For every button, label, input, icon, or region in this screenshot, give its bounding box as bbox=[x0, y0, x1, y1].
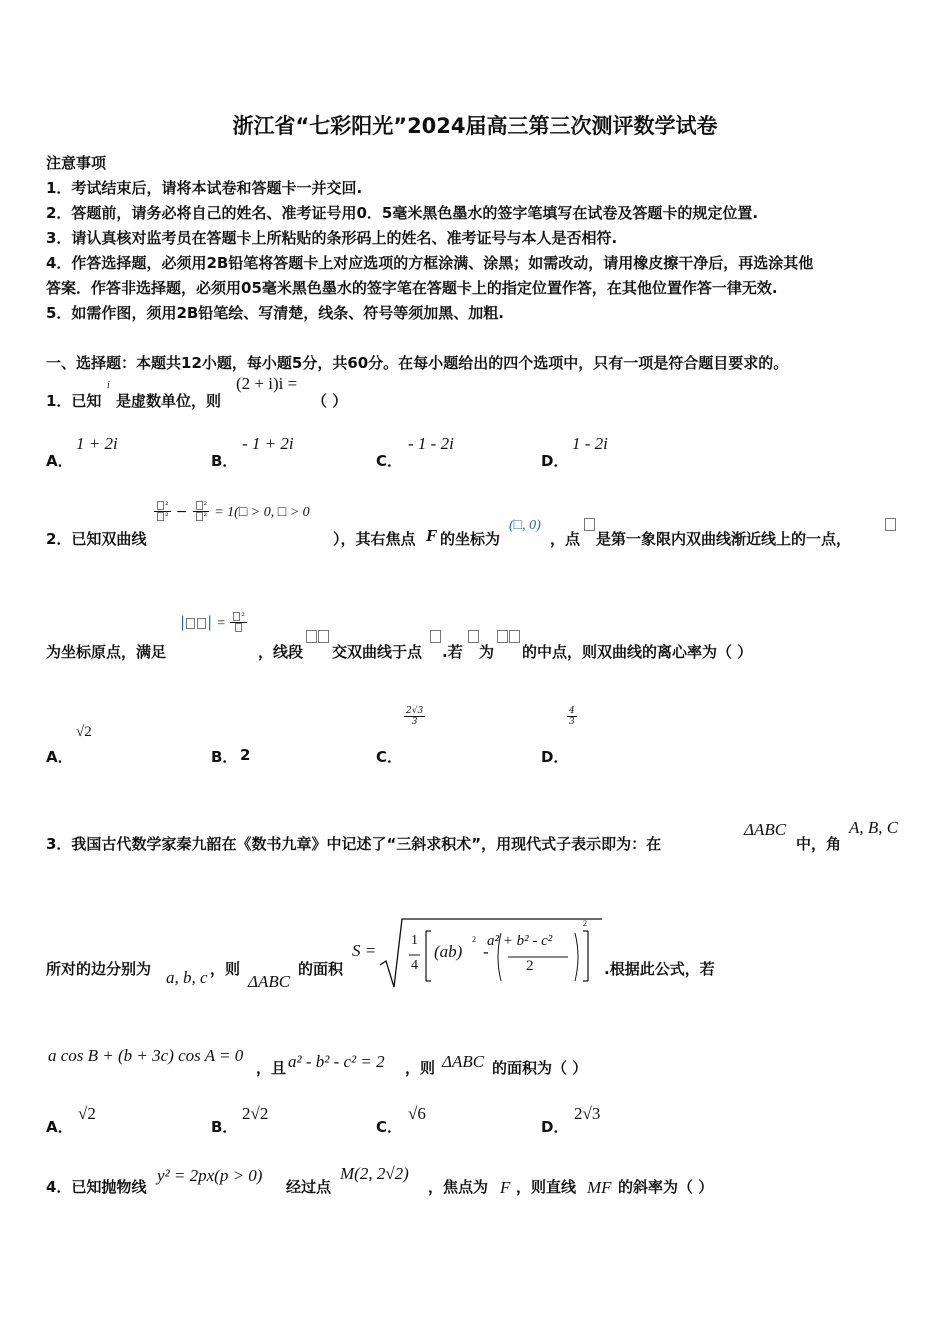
notes-item: 4．作答选择题，必须用2B铅笔将答题卡上对应选项的方框涂满、涂黑；如需改动，请用橡皮擦干净后，再选涂其他 bbox=[46, 254, 814, 272]
formula-denominator: 2 bbox=[526, 958, 534, 974]
formula-ab: (ab) bbox=[434, 942, 463, 961]
formula-numerator: a² + b² - c² bbox=[487, 933, 553, 949]
q1-paren: （ ） bbox=[312, 392, 348, 410]
formula-s: S = bbox=[352, 941, 377, 960]
q3-text-3: 所对的边分别为 bbox=[46, 960, 152, 978]
q1-option-b-label: B． bbox=[211, 452, 238, 470]
hyperbola-fraction-x: $\frac{\text{²}}{\text{²}}$ bbox=[154, 501, 171, 522]
q2-option-c-value bbox=[404, 706, 425, 727]
q1-option-d-label: D． bbox=[541, 452, 569, 470]
q2-option-a-value: √2 bbox=[76, 724, 92, 740]
q3-text-2: 中，角 bbox=[796, 835, 842, 853]
q3-option-a-label: A． bbox=[46, 1118, 73, 1136]
q3-text-5: 的面积 bbox=[298, 960, 344, 978]
q4-text-5: 的斜率为（ ） bbox=[618, 1178, 714, 1196]
q3-option-c-value: √6 bbox=[408, 1104, 426, 1123]
q1-option-c-label: C． bbox=[376, 452, 403, 470]
placeholder-glyph bbox=[318, 630, 329, 643]
page-title: 浙江省“七彩阳光”2024届高三第三次测评数学试卷 bbox=[232, 114, 718, 138]
placeholder-glyph bbox=[430, 630, 441, 643]
formula-minus: - bbox=[483, 942, 489, 961]
q2-text-7: ，线段 bbox=[258, 643, 304, 661]
placeholder-glyph bbox=[885, 518, 896, 531]
q2-text-3: 的坐标为 bbox=[440, 530, 501, 548]
q2-hyperbola-equation: $\frac{\text{²}}{\text{²}}$ − $\frac{\text{²}}{\text{²}}$ = 1(□ > 0, □ > 0 bbox=[154, 501, 310, 522]
q4-focus: F bbox=[500, 1178, 511, 1197]
q3-text-6: .根据此公式，若 bbox=[604, 960, 715, 978]
q4-text-3: ，焦点为 bbox=[428, 1178, 489, 1196]
q1-option-d-value: 1 - 2i bbox=[572, 434, 608, 453]
q1-option-a-label: A． bbox=[46, 452, 73, 470]
notes-heading: 注意事项 bbox=[46, 154, 107, 172]
formula-ab-exponent: 2 bbox=[472, 935, 476, 944]
placeholder-glyph bbox=[509, 630, 520, 643]
notes-item: 答案．作答非选择题，必须用05毫米黑色墨水的签字笔在答题卡上的指定位置作答，在其他位置作答一律无效. bbox=[46, 279, 778, 297]
q2-option-b-value: 2 bbox=[240, 746, 251, 764]
q3-option-a-value: √2 bbox=[78, 1104, 96, 1123]
q4-line: MF bbox=[587, 1178, 612, 1197]
q3-option-c-label: C． bbox=[376, 1118, 403, 1136]
q4-parabola-equation: y² = 2px(p > 0) bbox=[157, 1166, 263, 1185]
q3-option-d-value: 2√3 bbox=[574, 1104, 601, 1123]
hyperbola-equation-tail: = 1(□ > 0, □ > 0 bbox=[214, 505, 310, 520]
notes-item: 1．考试结束后，请将本试卷和答题卡一并交回. bbox=[46, 179, 363, 197]
q2-option-b-label: B． bbox=[211, 748, 238, 766]
radical-sign-icon bbox=[378, 917, 604, 991]
q2-text-10: 为 bbox=[479, 643, 495, 661]
q3-triangle-2: ΔABC bbox=[248, 972, 291, 991]
formula-four: 4 bbox=[411, 958, 418, 973]
q2-text-4: ，点 bbox=[550, 530, 581, 548]
q2-focus-coordinate: (□, 0) bbox=[509, 518, 541, 533]
notes-item: 2．答题前，请务必将自己的姓名、准考证号用0．5毫米黑色墨水的签字笔填写在试卷及答题卡的规定位置. bbox=[46, 204, 759, 222]
q3-triangle: ΔABC bbox=[744, 820, 787, 839]
q2-text-9: .若 bbox=[442, 643, 463, 661]
formula-outer-exponent: 2 bbox=[583, 919, 587, 928]
q4-point: M(2, 2√2) bbox=[340, 1164, 409, 1183]
q2-option-d-numerator: 4 bbox=[569, 706, 575, 716]
q1-var: i bbox=[107, 380, 110, 391]
q3-sides: a, b, c bbox=[166, 968, 208, 987]
q2-text-2: ），其右焦点 bbox=[333, 530, 416, 548]
q3-condition-1: a cos B + (b + 3c) cos A = 0 bbox=[48, 1046, 244, 1065]
q2-option-c-label: C． bbox=[376, 748, 403, 766]
q1-text-2: 是虚数单位，则 bbox=[116, 392, 222, 410]
q2-focus-label: F bbox=[426, 526, 438, 545]
placeholder-glyph bbox=[497, 630, 508, 643]
q2-option-d-denominator: 3 bbox=[569, 717, 575, 727]
q1-expression: (2 + i)i = bbox=[236, 374, 298, 393]
q3-option-b-value: 2√2 bbox=[242, 1104, 269, 1123]
q2-text-6: 为坐标原点，满足 bbox=[46, 643, 167, 661]
q1-option-b-value: - 1 + 2i bbox=[242, 434, 294, 453]
q1-option-c-value: - 1 - 2i bbox=[408, 434, 454, 453]
q2-text-8: 交双曲线于点 bbox=[332, 643, 423, 661]
q2-text-5: 是第一象限内双曲线渐近线上的一点， bbox=[596, 530, 852, 548]
q3-text-9: 的面积为（ ） bbox=[492, 1059, 588, 1077]
q3-angles: A, B, C bbox=[849, 818, 899, 837]
q2-option-c-numerator: 2√3 bbox=[406, 706, 424, 716]
q3-text-7: ，且 bbox=[256, 1059, 287, 1077]
q3-option-b-label: B． bbox=[211, 1118, 238, 1136]
q2-condition-equals: = bbox=[217, 616, 226, 631]
q3-area-formula bbox=[352, 915, 602, 990]
placeholder-glyph bbox=[584, 518, 595, 531]
notes-item: 3．请认真核对监考员在答题卡上所粘贴的条形码上的姓名、准考证号与本人是否相符. bbox=[46, 229, 618, 247]
q2-option-d-label: D． bbox=[541, 748, 569, 766]
q2-option-a-label: A． bbox=[46, 748, 73, 766]
q2-text-11: 的中点，则双曲线的离心率为（ ） bbox=[522, 643, 753, 661]
q3-text-1: 3．我国古代数学家秦九韶在《数书九章》中记述了“三斜求积术”，用现代式子表示即为：在 bbox=[46, 835, 662, 853]
notes-item: 5．如需作图，须用2B铅笔绘、写清楚，线条、符号等须加黑、加粗. bbox=[46, 304, 505, 322]
placeholder-glyph bbox=[468, 630, 479, 643]
q2-option-d-value bbox=[567, 706, 577, 727]
placeholder-glyph bbox=[306, 630, 317, 643]
q4-text-4: ，则直线 bbox=[516, 1178, 577, 1196]
q4-text-1: 4．已知抛物线 bbox=[46, 1178, 147, 1196]
q4-text-2: 经过点 bbox=[286, 1178, 332, 1196]
q3-condition-2: a² - b² - c² = 2 bbox=[288, 1052, 385, 1071]
q3-option-d-label: D． bbox=[541, 1118, 569, 1136]
q2-option-c-denominator: 3 bbox=[411, 717, 418, 727]
q3-text-8: ，则 bbox=[405, 1059, 436, 1077]
formula-one: 1 bbox=[411, 933, 418, 948]
q1-text-1: 1．已知 bbox=[46, 392, 102, 410]
q2-text-1: 2．已知双曲线 bbox=[46, 530, 147, 548]
hyperbola-fraction-y: $\frac{\text{²}}{\text{²}}$ bbox=[193, 501, 210, 522]
q3-triangle-3: ΔABC bbox=[442, 1052, 485, 1071]
q2-condition: | | = ² bbox=[180, 612, 245, 631]
q1-option-a-value: 1 + 2i bbox=[76, 434, 118, 453]
q3-text-4: ，则 bbox=[210, 960, 241, 978]
section-heading: 一、选择题：本题共12小题，每小题5分，共60分。在每小题给出的四个选项中，只有一项是符合题目要求的。 bbox=[46, 354, 789, 372]
